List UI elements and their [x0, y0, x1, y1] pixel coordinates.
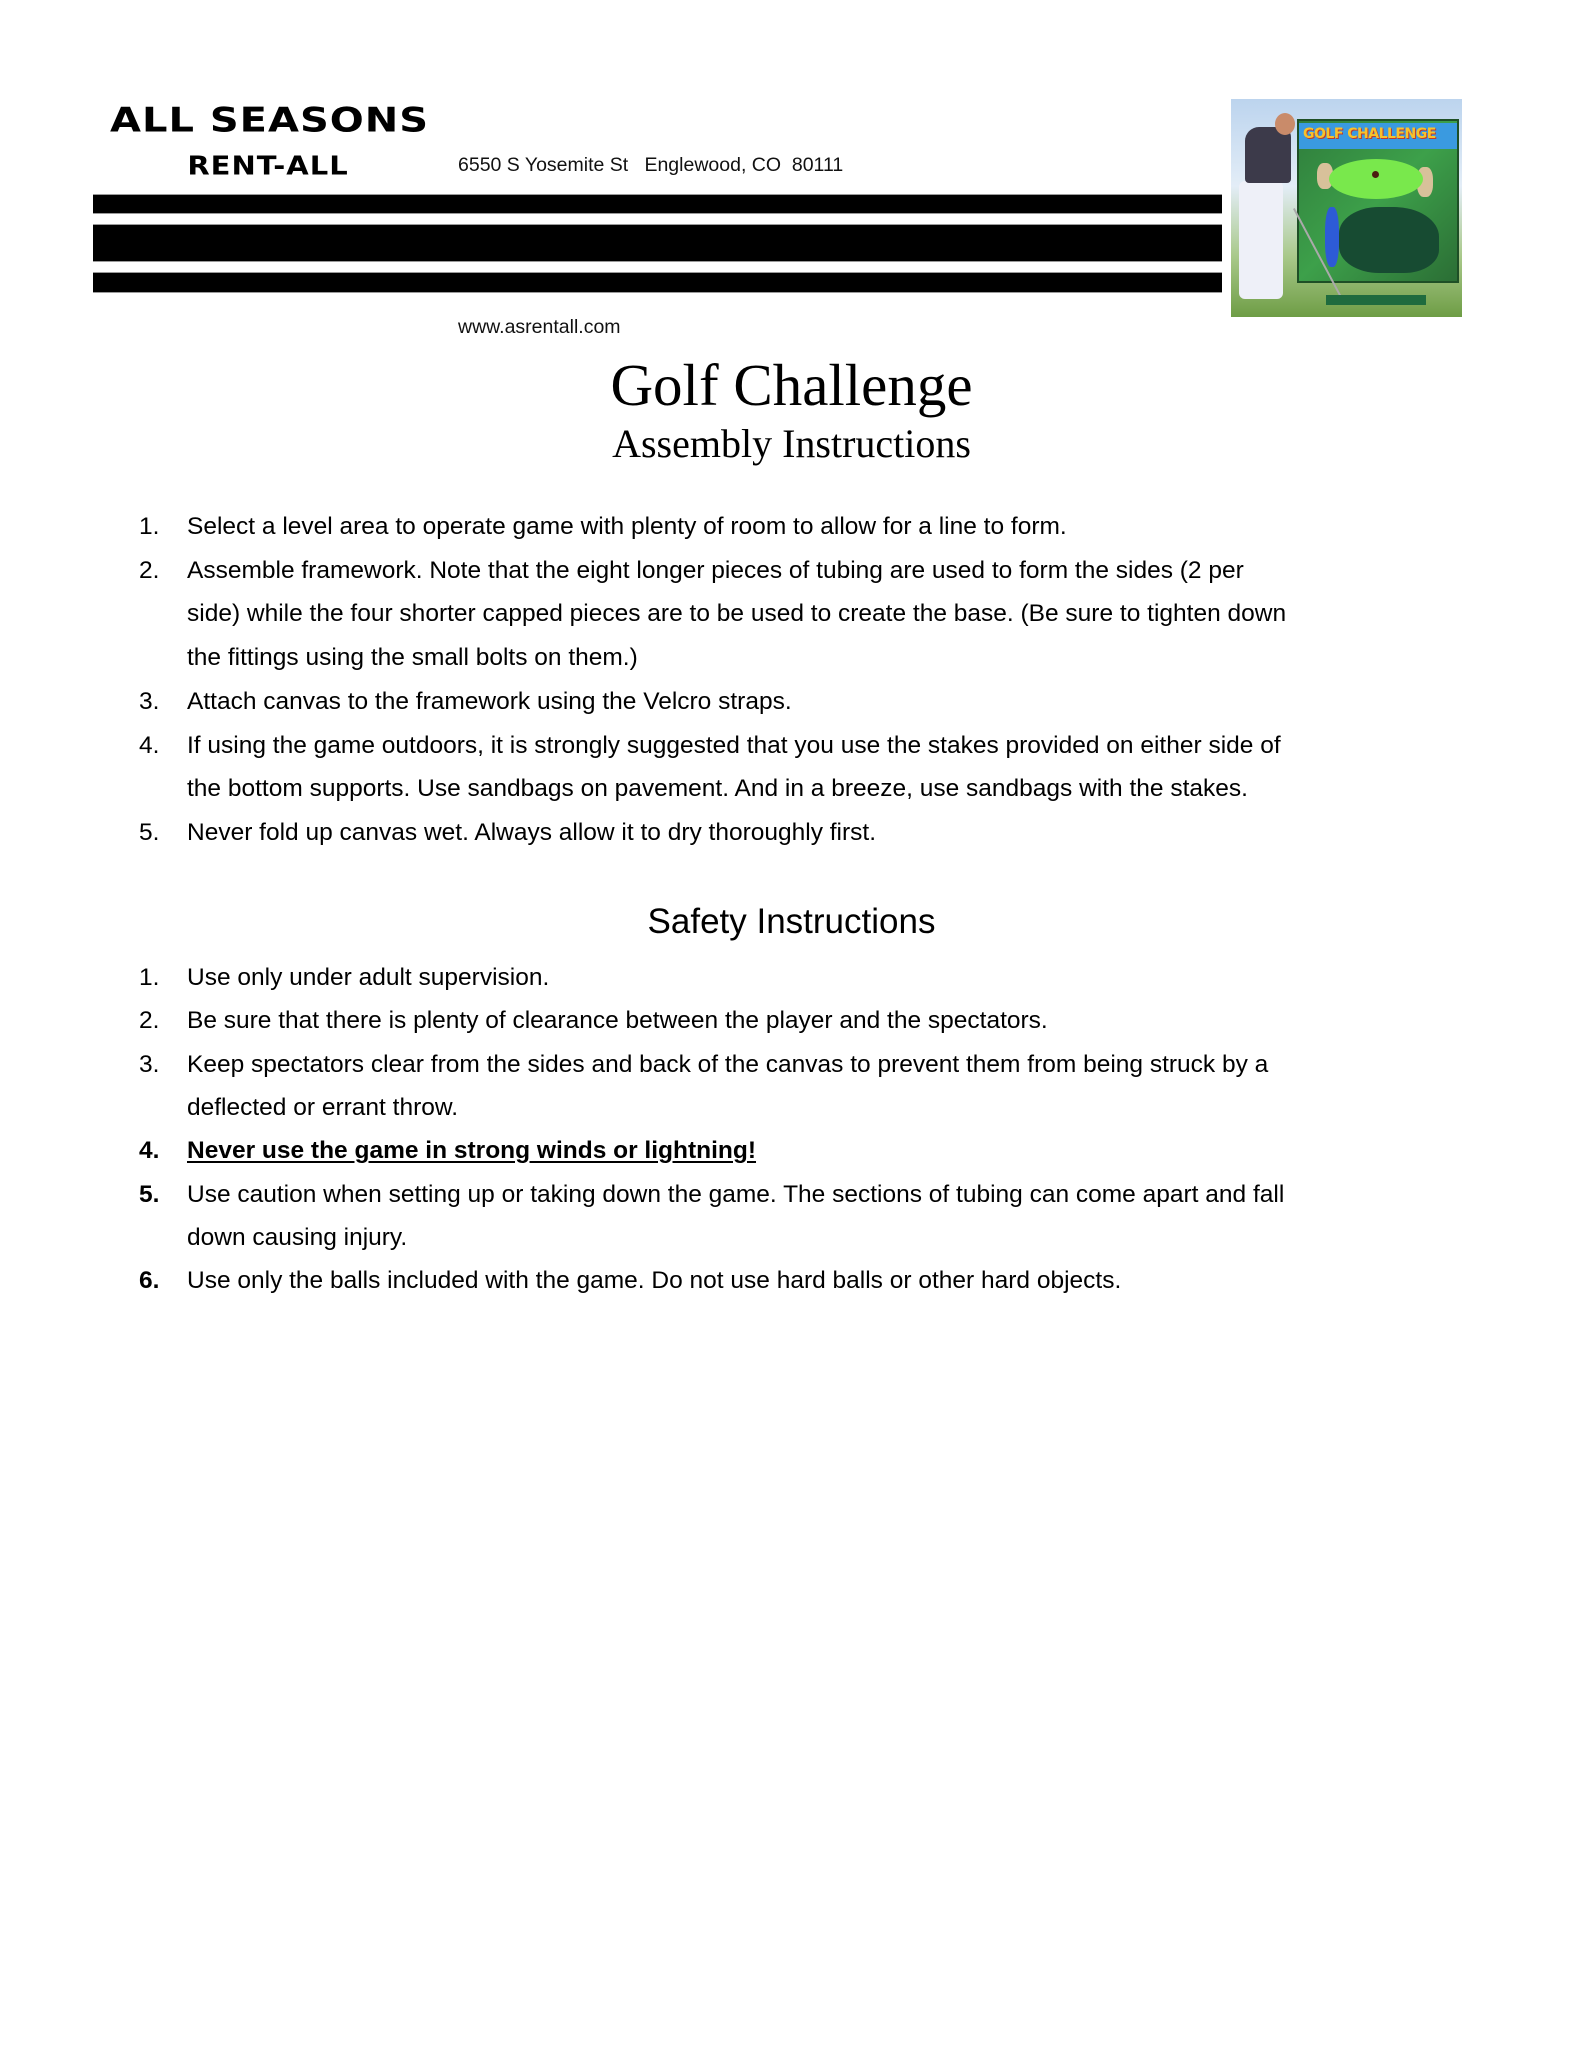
golf-challenge-photo — [1231, 99, 1462, 317]
page-subtitle: Assembly Instructions — [612, 421, 971, 466]
contact-website: www.asrentall.com — [458, 316, 621, 338]
list-item-text: side) while the four shorter capped pieces are to be used to create the base. (Be sure to tighten down — [187, 600, 1287, 628]
header-stripe-top — [93, 195, 1222, 213]
target-hole — [1372, 171, 1379, 178]
header-stripe-middle — [93, 225, 1222, 261]
list-item-text: Use only the balls included with the game. Do not use hard balls or other hard objects. — [187, 1267, 1122, 1295]
golfer-body — [1245, 127, 1291, 183]
fairway-area — [1339, 207, 1439, 273]
golfer-legs — [1239, 181, 1283, 299]
list-item-number: 1. — [139, 964, 160, 991]
list-item-text: If using the game outdoors, it is strongly suggested that you use the stakes provided on either side of — [187, 731, 1281, 759]
list-item-text: Keep spectators clear from the sides and back of the canvas to prevent them from being struck by a — [187, 1050, 1269, 1078]
list-item-number: 4. — [139, 1137, 160, 1165]
company-logo-line2: RENT-ALL — [187, 150, 349, 181]
list-item-number: 2. — [139, 556, 160, 584]
list-item-text: down causing injury. — [187, 1223, 408, 1251]
list-item-text: Use only under adult supervision. — [187, 964, 550, 991]
list-item-text: the fittings using the small bolts on them.) — [187, 644, 638, 672]
list-item-number: 1. — [139, 513, 160, 540]
list-item-text: the bottom supports. Use sandbags on pavement. And in a breeze, use sandbags with the stakes. — [187, 775, 1248, 803]
list-item-number: 3. — [139, 1050, 160, 1078]
page-title: Golf Challenge — [610, 352, 973, 418]
list-item-number: 5. — [139, 1180, 160, 1208]
list-item-number: 2. — [139, 1007, 160, 1035]
list-item-number: 5. — [139, 818, 160, 846]
list-item-number: 3. — [139, 687, 160, 715]
hitting-mat — [1326, 295, 1426, 305]
list-item-number: 4. — [139, 731, 160, 759]
golfer-head — [1275, 113, 1295, 135]
list-item-text: Select a level area to operate game with plenty of room to allow for a line to form. — [187, 513, 1067, 540]
list-item-text: Never fold up canvas wet. Always allow it to dry thoroughly first. — [187, 818, 877, 846]
water-hazard — [1325, 207, 1339, 267]
list-item-text: Assemble framework. Note that the eight longer pieces of tubing are used to form the sides (2 per — [187, 556, 1244, 584]
company-logo-line1: ALL SEASONS — [110, 100, 430, 140]
list-item-text: deflected or errant throw. — [187, 1093, 459, 1121]
header-stripe-bottom — [93, 273, 1222, 292]
canvas-title-band — [1299, 123, 1457, 149]
list-item-text: Use caution when setting up or taking down the game. The sections of tubing can come apart and fall — [187, 1180, 1285, 1208]
safety-heading: Safety Instructions — [647, 902, 936, 941]
list-item-text: Attach canvas to the framework using the Velcro straps. — [187, 687, 792, 715]
list-item-number: 6. — [139, 1267, 160, 1295]
putting-green — [1329, 159, 1423, 199]
list-item-text: Never use the game in strong winds or lightning! — [187, 1137, 757, 1165]
contact-address: 6550 S Yosemite St Englewood, CO 80111 — [458, 154, 844, 176]
list-item-text: Be sure that there is plenty of clearance between the player and the spectators. — [187, 1007, 1048, 1035]
canvas-title-text: GOLF CHALLENGE — [1303, 126, 1436, 142]
